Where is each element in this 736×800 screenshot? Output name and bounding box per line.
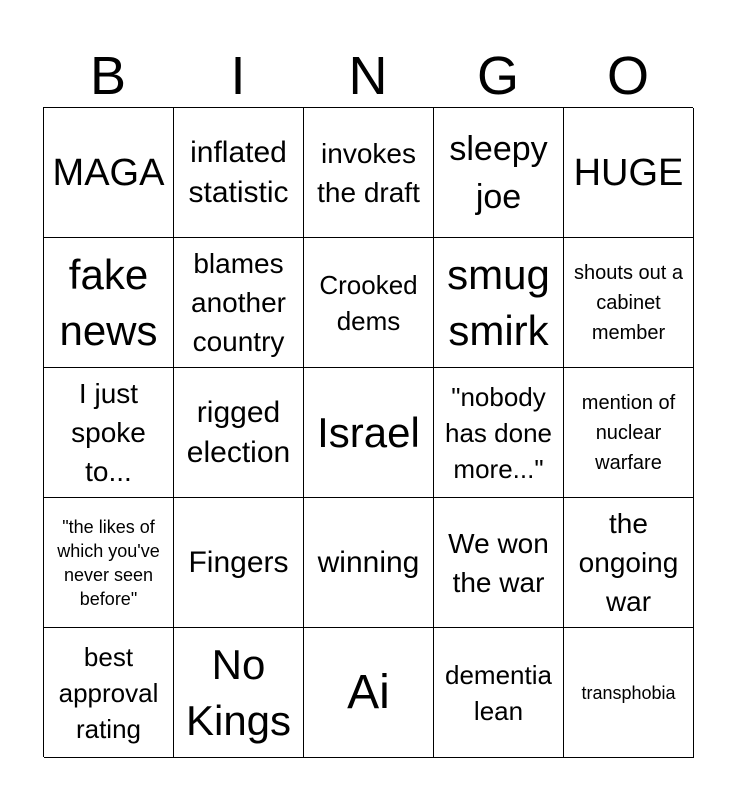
bingo-cell[interactable] <box>174 628 304 758</box>
bingo-cell[interactable] <box>174 368 304 498</box>
cell-text: dementia lean <box>445 659 552 726</box>
bingo-cell[interactable] <box>304 238 434 368</box>
cell-text: fake news <box>59 250 158 354</box>
cell-text: Fingers <box>188 545 289 579</box>
bingo-cell[interactable] <box>564 238 694 368</box>
cell-text: I just spoke to... <box>71 378 146 487</box>
cell-text: blames another country <box>191 248 286 357</box>
bingo-cell[interactable] <box>564 368 694 498</box>
cell-text: "nobody has done more..." <box>445 381 552 484</box>
cell-text: Crooked dems <box>319 269 418 336</box>
cell-text: HUGE <box>573 151 684 194</box>
bingo-cell[interactable] <box>564 108 694 238</box>
cell-text: winning <box>317 545 420 579</box>
cell-text: shouts out a cabinet member <box>574 261 683 344</box>
bingo-cell[interactable] <box>304 108 434 238</box>
header-letter-n: N <box>348 46 388 106</box>
bingo-cell[interactable] <box>174 108 304 238</box>
bingo-board <box>43 107 693 757</box>
cell-text: Israel <box>317 408 420 456</box>
bingo-cell[interactable] <box>44 368 174 498</box>
cell-text: transphobia <box>581 682 676 703</box>
header-letter-b: B <box>89 46 127 106</box>
bingo-cell[interactable] <box>434 628 564 758</box>
bingo-cell[interactable] <box>44 108 174 238</box>
header-letter-i: I <box>230 46 246 106</box>
bingo-cell[interactable] <box>174 238 304 368</box>
cell-text: We won the war <box>448 527 549 598</box>
bingo-cell[interactable] <box>44 498 174 628</box>
header-letter-o: O <box>606 46 649 106</box>
cell-text: inflated statistic <box>188 135 289 209</box>
bingo-cell[interactable] <box>434 498 564 628</box>
cell-text: Ai <box>347 665 390 719</box>
cell-text: invokes the draft <box>317 137 420 208</box>
bingo-cell[interactable] <box>304 368 434 498</box>
header-letter-g: G <box>476 46 519 106</box>
cell-text: smug smirk <box>447 250 550 354</box>
cell-text: MAGA <box>52 151 165 194</box>
bingo-cell[interactable] <box>434 368 564 498</box>
cell-text: the ongoing war <box>578 508 679 617</box>
bingo-cell[interactable] <box>434 108 564 238</box>
cell-text: sleepy joe <box>449 129 548 216</box>
bingo-cell[interactable] <box>564 628 694 758</box>
bingo-cell[interactable] <box>434 238 564 368</box>
bingo-cell[interactable] <box>564 498 694 628</box>
bingo-cell[interactable] <box>304 498 434 628</box>
cell-text: best approval rating <box>58 641 159 744</box>
cell-text: "the likes of which you've never seen before" <box>57 516 160 609</box>
bingo-cell[interactable] <box>304 628 434 758</box>
bingo-cell[interactable] <box>44 238 174 368</box>
bingo-cell[interactable] <box>174 498 304 628</box>
bingo-cell[interactable] <box>44 628 174 758</box>
cell-text: mention of nuclear warfare <box>581 391 676 474</box>
bingo-header <box>43 46 693 106</box>
cell-text: rigged election <box>186 395 291 469</box>
cell-text: No Kings <box>185 640 292 744</box>
